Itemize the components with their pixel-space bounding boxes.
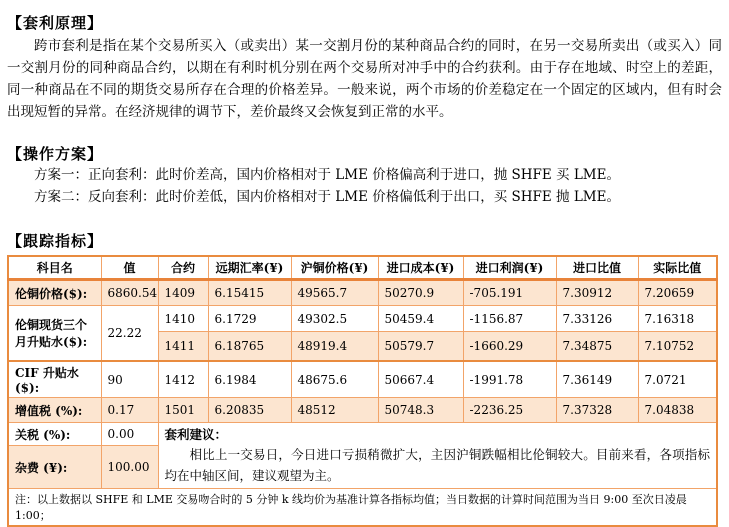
cell-shfe-price: 49565.7 (291, 280, 378, 306)
cell-contract: 1409 (158, 280, 208, 306)
col-header-forward-rate: 远期汇率(¥) (208, 256, 291, 280)
cell-import-ratio: 7.34875 (556, 332, 638, 362)
row-value: 0.17 (101, 398, 158, 423)
cell-forward-rate: 6.18765 (208, 332, 291, 362)
arbitrage-advice-cell (158, 423, 717, 489)
cell-shfe-price: 48919.4 (291, 332, 378, 362)
cell-import-profit: -2236.25 (463, 398, 556, 423)
cell-contract: 1410 (158, 306, 208, 332)
plan-line-1: 方案一：正向套利：此时价差高，国内价格相对于 LME 价格偏高利于进口，抛 SHFE 买 LME。 (34, 167, 620, 183)
plan-section (7, 143, 722, 208)
cell-actual-ratio: 7.10752 (638, 332, 717, 362)
table-row-lme-price (8, 280, 717, 306)
row-value: 0.00 (101, 423, 158, 446)
row-label: 伦铜价格($): (8, 280, 101, 306)
row-label: 关税 (%): (8, 423, 101, 446)
row-value: 22.22 (101, 306, 158, 362)
col-header-import-ratio: 进口比值 (556, 256, 638, 280)
cell-import-ratio: 7.37328 (556, 398, 638, 423)
cell-forward-rate: 6.1984 (208, 361, 291, 398)
table-note-row (8, 489, 717, 527)
table-footnote: 注：以上数据以 SHFE 和 LME 交易吻合时的 5 分钟 k 线均价为基准计算各指标均值；当日数据的计算时间范围为当日 9:00 至次日凌晨 1:00； (8, 489, 717, 527)
cell-import-cost: 50667.4 (378, 361, 463, 398)
row-label: 杂费 (¥): (8, 446, 101, 489)
row-value: 6860.54 (101, 280, 158, 306)
principle-section-title: 【套利原理】 (7, 14, 104, 32)
plan-section-title: 【操作方案】 (7, 145, 104, 163)
cell-import-cost: 50579.7 (378, 332, 463, 362)
cell-actual-ratio: 7.04838 (638, 398, 717, 423)
table-row-spot-premium-1410 (8, 306, 717, 332)
col-header-contract: 合约 (158, 256, 208, 280)
cell-import-profit: -1991.78 (463, 361, 556, 398)
cell-import-cost: 50459.4 (378, 306, 463, 332)
cell-import-profit: -705.191 (463, 280, 556, 306)
table-header-row (8, 256, 717, 280)
cell-shfe-price: 49302.5 (291, 306, 378, 332)
cell-contract: 1501 (158, 398, 208, 423)
col-header-value: 值 (101, 256, 158, 280)
table-row-cif-premium (8, 361, 717, 398)
advice-title: 套利建议： (164, 427, 228, 442)
row-label: CIF 升贴水($): (8, 361, 101, 398)
principle-paragraph: 跨市套利是指在某个交易所买入（或卖出）某一交割月份的某种商品合约的同时，在另一交易所卖出（或买入）同一交割月份的同种商品合约，以期在有利时机分别在两个交易所对冲手中的合约获利。由于存在地域、时空上的差距，同一种商品在不同的期货交易所存在合理的价格差异。一般来说，两个市场的价差稳定在一个固定的区域内，但有时会出现短暂的异常。在经济规律的调节下，差价最终又会恢复到正常的水平。 (7, 38, 722, 120)
col-header-actual-ratio: 实际比值 (638, 256, 717, 280)
col-header-import-cost: 进口成本(¥) (378, 256, 463, 280)
cell-shfe-price: 48675.6 (291, 361, 378, 398)
cell-actual-ratio: 7.16318 (638, 306, 717, 332)
indicators-table (7, 255, 718, 527)
indicators-section-title: 【跟踪指标】 (7, 232, 104, 250)
cell-import-cost: 50748.3 (378, 398, 463, 423)
cell-actual-ratio: 7.0721 (638, 361, 717, 398)
cell-import-ratio: 7.30912 (556, 280, 638, 306)
plan-line-2: 方案二：反向套利：此时价差低，国内价格相对于 LME 价格偏低利于出口，买 SHFE 抛 LME。 (34, 189, 620, 205)
table-row-tariff (8, 423, 717, 446)
cell-forward-rate: 6.1729 (208, 306, 291, 332)
cell-forward-rate: 6.15415 (208, 280, 291, 306)
table-row-vat (8, 398, 717, 423)
cell-contract: 1412 (158, 361, 208, 398)
cell-import-ratio: 7.36149 (556, 361, 638, 398)
row-label: 伦铜现货三个月升贴水($): (8, 306, 101, 362)
cell-contract: 1411 (158, 332, 208, 362)
cell-forward-rate: 6.20835 (208, 398, 291, 423)
row-value: 100.00 (101, 446, 158, 489)
cell-import-cost: 50270.9 (378, 280, 463, 306)
col-header-subject: 科目名 (8, 256, 101, 280)
indicators-section (7, 230, 722, 527)
cell-import-ratio: 7.33126 (556, 306, 638, 332)
row-value: 90 (101, 361, 158, 398)
col-header-import-profit: 进口利润(¥) (463, 256, 556, 280)
advice-text: 相比上一交易日，今日进口亏损稍微扩大，主因沪铜跌幅相比伦铜较大。目前来看，各项指标均在中轴区间，建议观望为主。 (164, 447, 710, 483)
cell-import-profit: -1156.87 (463, 306, 556, 332)
cell-actual-ratio: 7.20659 (638, 280, 717, 306)
col-header-shfe-price: 沪铜价格(¥) (291, 256, 378, 280)
cell-import-profit: -1660.29 (463, 332, 556, 362)
row-label: 增值税 (%): (8, 398, 101, 423)
cell-shfe-price: 48512 (291, 398, 378, 423)
